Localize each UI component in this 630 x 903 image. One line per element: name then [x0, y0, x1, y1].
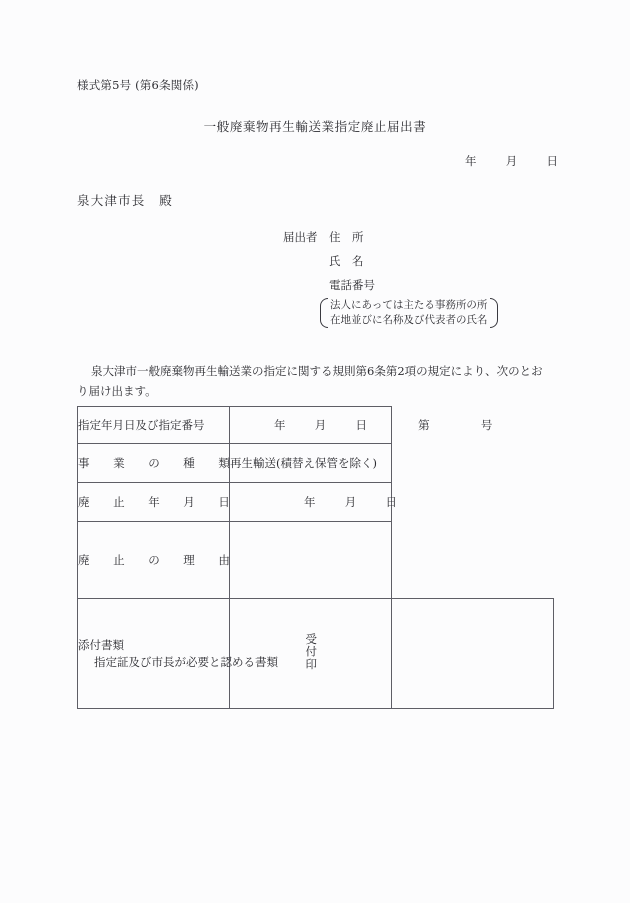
- submission-date-line: 年 月 日: [465, 154, 558, 168]
- row-value-designation-date-number[interactable]: 年 月 日 第 号: [230, 407, 392, 444]
- submitter-name-label: 氏 名: [329, 254, 364, 268]
- submitter-phone-row: [283, 273, 375, 297]
- attachments-cell: [78, 599, 278, 709]
- table-row: [78, 444, 554, 483]
- attachments-heading: 添付書類: [78, 637, 124, 652]
- row-label-designation-date-number: 指定年月日及び指定番号: [78, 407, 230, 444]
- receipt-seal-label: 受付印: [304, 633, 319, 671]
- form-number: 様式第5号 (第6条関係): [77, 78, 199, 92]
- corporate-note-line-2: 在地並びに名称及び代表者の氏名: [330, 314, 488, 326]
- attachments-item: 指定証及び市長が必要と認める書類: [94, 654, 278, 669]
- submitter-block: [283, 225, 375, 297]
- submitter-name-row: [283, 249, 375, 273]
- submitter-address-row: [283, 225, 375, 249]
- body-paragraph: [77, 361, 555, 401]
- corporate-note-body: [327, 297, 491, 329]
- submitter-phone-label: 電話番号: [329, 278, 375, 292]
- table-row: [78, 407, 554, 444]
- row-label-business-type: 事 業 の 種 類: [78, 444, 230, 483]
- row-value-discontinuation-reason[interactable]: [230, 522, 392, 599]
- submitter-group-label: 届出者: [283, 230, 318, 244]
- receipt-seal-box[interactable]: [392, 599, 554, 709]
- row-label-discontinuation-date: 廃 止 年 月 日: [78, 483, 230, 522]
- table-row: [78, 522, 554, 599]
- row-value-business-type[interactable]: 再生輸送(積替え保管を除く): [230, 444, 392, 483]
- row-value-discontinuation-date[interactable]: 年 月 日: [230, 483, 392, 522]
- document-title: 一般廃棄物再生輸送業指定廃止届出書: [203, 119, 427, 134]
- submitter-address-label: 住 所: [329, 230, 364, 244]
- receipt-seal-label-cell: [230, 599, 392, 709]
- corporate-note-line-1: 法人にあっては主たる事務所の所: [330, 299, 488, 311]
- declaration-table: [77, 406, 554, 709]
- bracket-left-icon: [318, 297, 327, 329]
- body-paragraph-line-2: り届け出ます。: [77, 384, 157, 398]
- row-label-discontinuation-reason: 廃 止 の 理 由: [78, 522, 230, 599]
- addressee: 泉大津市長 殿: [77, 193, 173, 208]
- table-row: [78, 483, 554, 522]
- body-paragraph-line-1: 泉大津市一般廃棄物再生輸送業の指定に関する規則第6条第2項の規定により、次のとお: [91, 364, 543, 378]
- bracket-right-icon: [491, 297, 500, 329]
- table-row: [78, 599, 554, 709]
- corporate-note: [318, 297, 500, 329]
